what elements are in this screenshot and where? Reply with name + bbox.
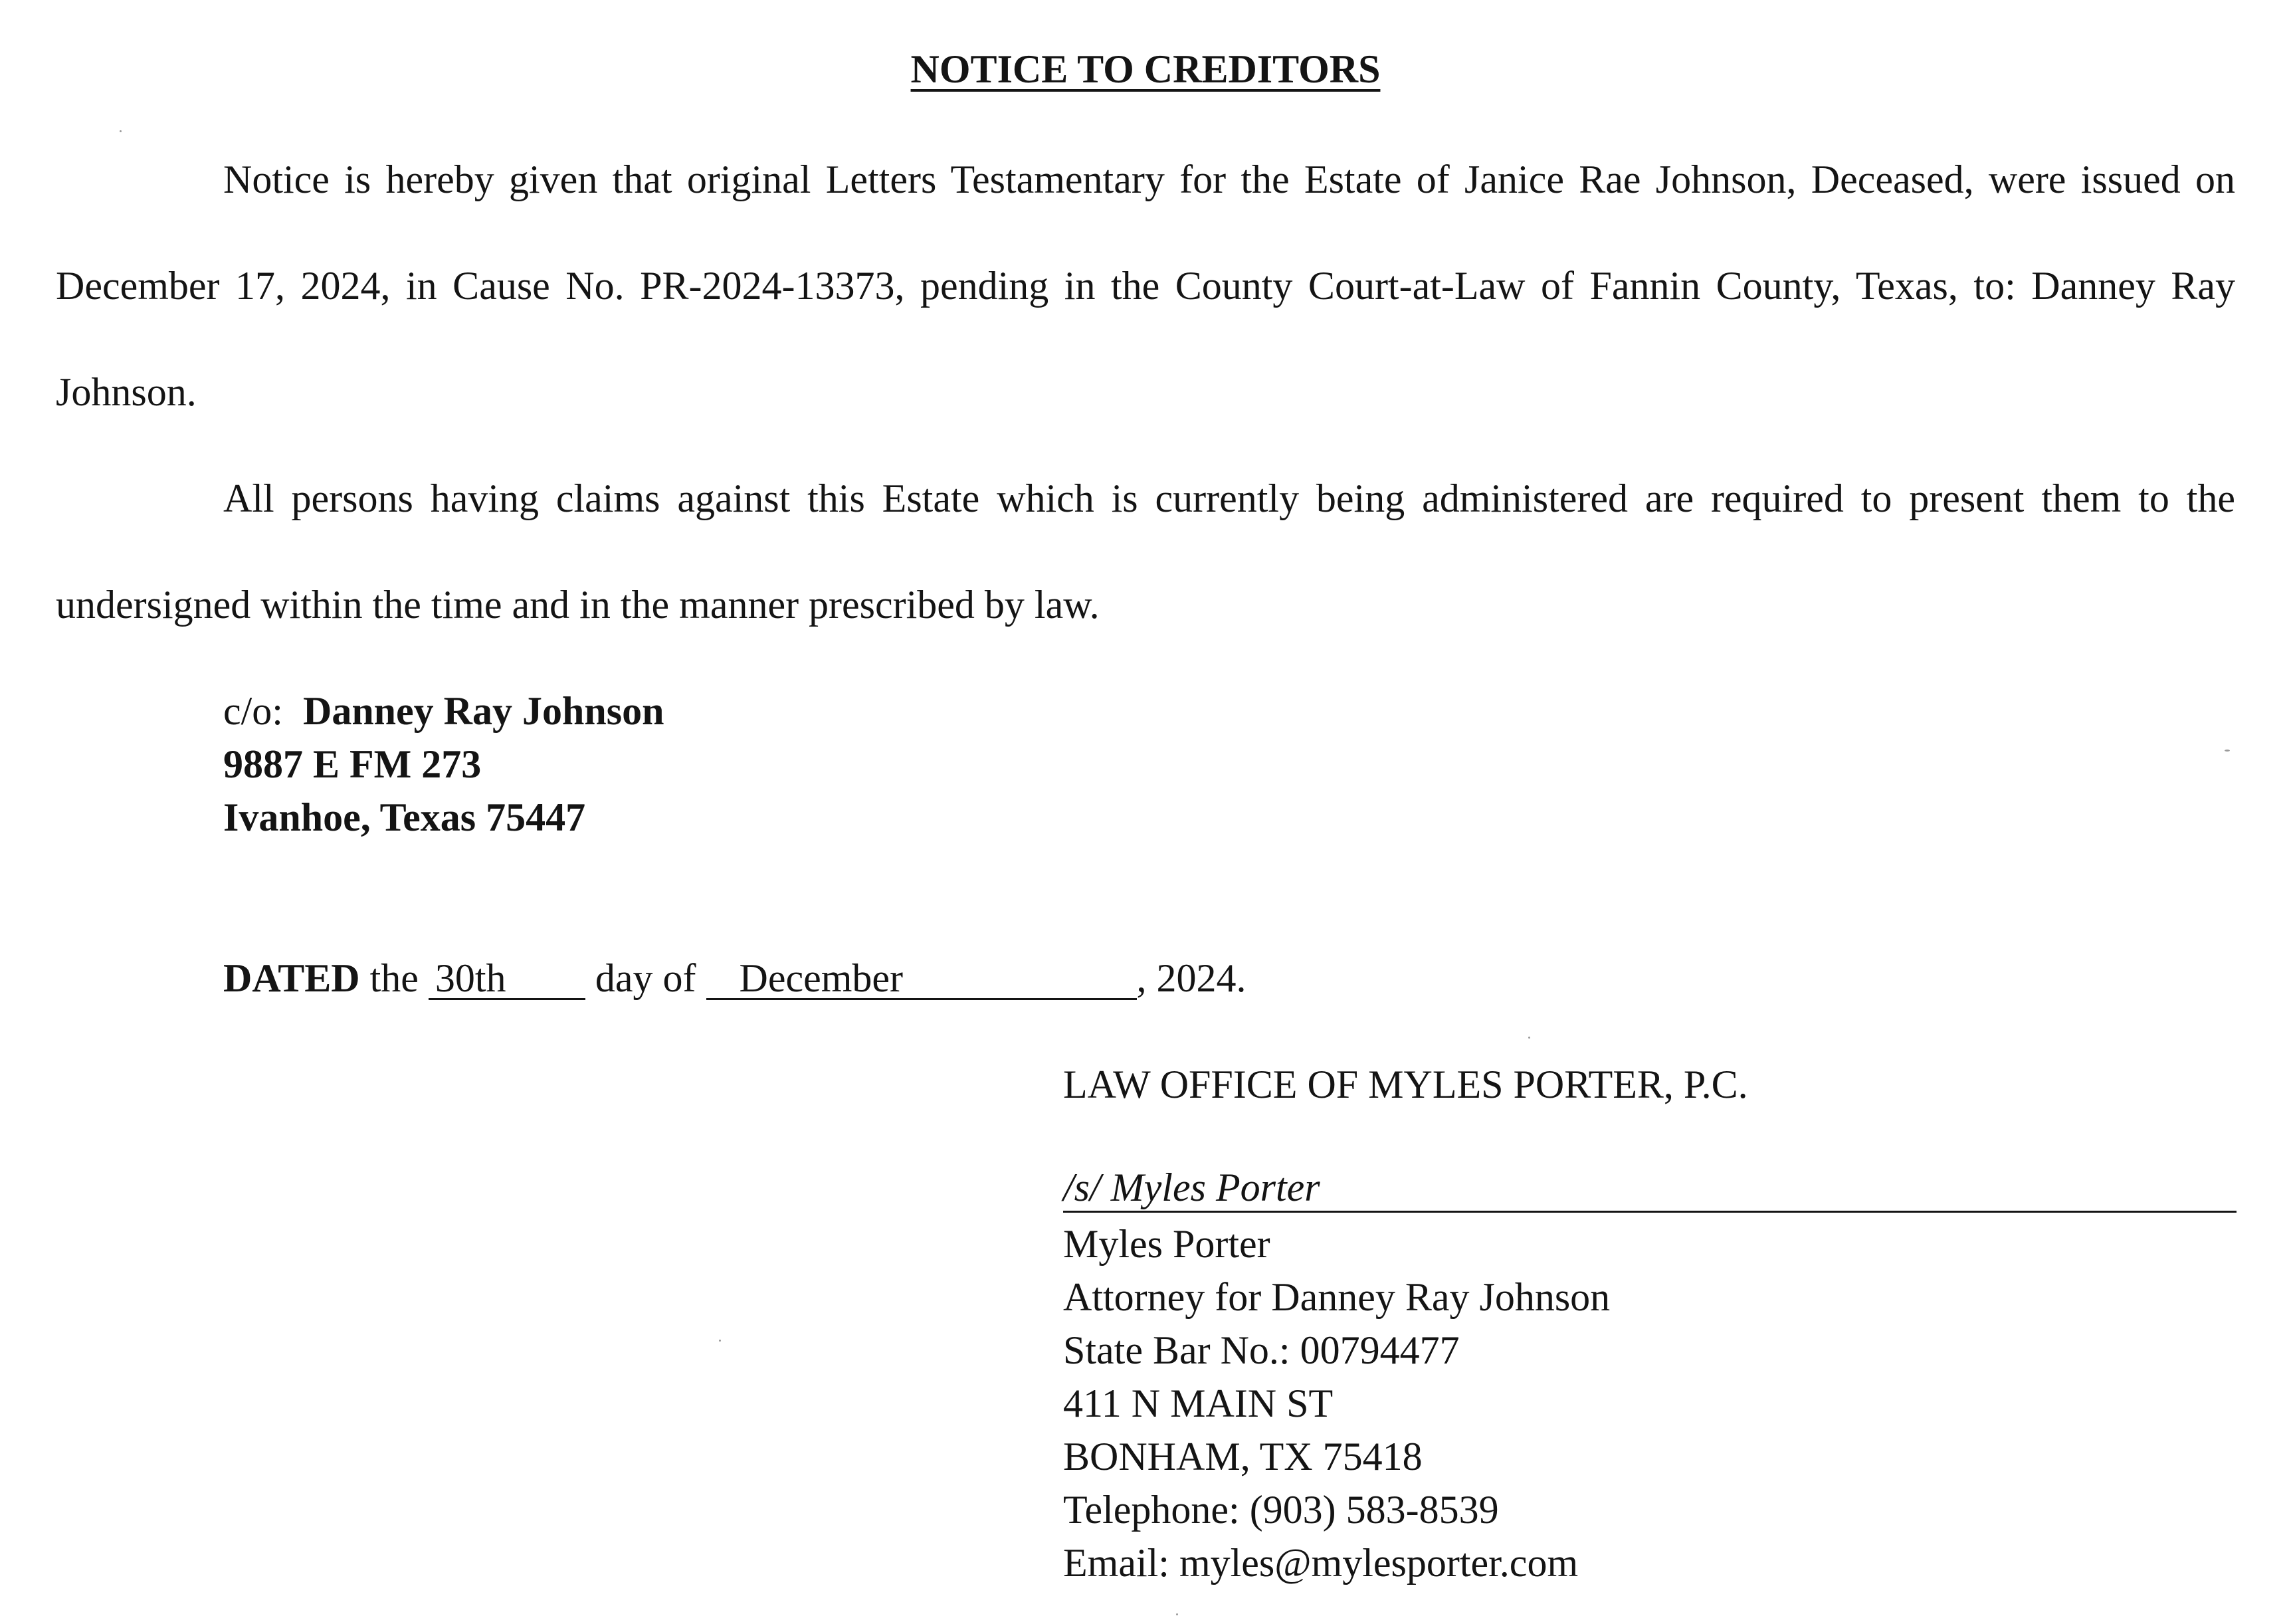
electronic-signature: /s/ Myles Porter <box>1063 1164 2237 1213</box>
dated-day: 30th <box>429 958 585 1000</box>
law-firm-name: LAW OFFICE OF MYLES PORTER, P.C. <box>1063 1063 1748 1106</box>
paragraph-claims: All persons having claims against this Estate which is currently being administered are required to present them to the undersigned within the time and in the manner prescribed by law. <box>56 476 2235 627</box>
signature-block <box>1063 1217 1610 1589</box>
dated-month: December <box>706 958 1137 1000</box>
care-of-prefix: c/o: <box>223 689 283 733</box>
attorney-city: BONHAM, TX 75418 <box>1063 1435 1423 1478</box>
dated-year: , 2024. <box>1136 956 1246 1000</box>
attorney-street: 411 N MAIN ST <box>1063 1381 1334 1425</box>
care-of-city: Ivanhoe, Texas 75447 <box>223 795 586 839</box>
scan-speck <box>2225 750 2230 752</box>
scan-speck <box>120 130 122 132</box>
attorney-role: Attorney for Danney Ray Johnson <box>1063 1275 1611 1319</box>
attorney-name: Myles Porter <box>1063 1222 1270 1266</box>
scan-speck <box>719 1340 721 1342</box>
scan-speck <box>1176 1613 1178 1615</box>
state-bar-number: State Bar No.: 00794477 <box>1063 1328 1460 1372</box>
attorney-email: Email: myles@mylesporter.com <box>1063 1541 1579 1585</box>
care-of-name: Danney Ray Johnson <box>302 689 664 733</box>
scan-speck <box>1528 1037 1530 1039</box>
care-of-street: 9887 E FM 273 <box>223 742 482 786</box>
notice-title: NOTICE TO CREDITORS <box>910 47 1381 91</box>
dated-the: the <box>369 956 419 1000</box>
dated-line <box>223 952 1246 1005</box>
attorney-phone: Telephone: (903) 583-8539 <box>1063 1488 1499 1532</box>
paragraph-letters-testamentary: Notice is hereby given that original Letters Testamentary for the Estate of Janice Rae Johnson, Deceased, were issued on December 17, 2024, in Cause No. PR-2024-13373, pending in the County Court-at-Law of Fannin County, Texas, to: Danney Ray Johnson. <box>56 157 2235 414</box>
care-of-address <box>223 684 664 844</box>
dated-label: DATED <box>223 956 360 1000</box>
care-of-line <box>223 684 664 738</box>
dated-day-of: day of <box>595 956 696 1000</box>
